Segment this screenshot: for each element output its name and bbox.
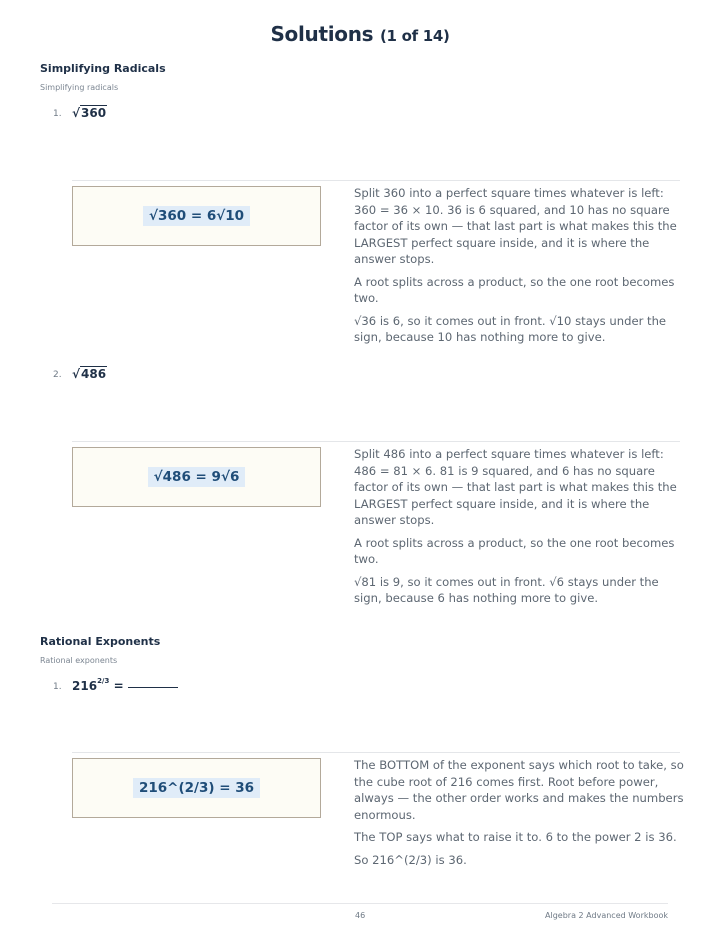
equals-sign: =: [113, 679, 124, 693]
question-number: 1.: [53, 682, 62, 692]
question-number: 2.: [53, 370, 62, 380]
page-title: [0, 22, 720, 46]
radicand: 486: [81, 367, 107, 381]
question-expression: [72, 367, 107, 381]
answer-text: √486 = 9√6: [148, 467, 246, 487]
explanation-paragraph: A root splits across a product, so the one root becomes two.: [354, 535, 675, 566]
explanation-paragraph: The TOP says what to raise it to. 6 to the power 2 is 36.: [354, 830, 677, 844]
radicand: 360: [81, 106, 107, 120]
answer-box: [72, 447, 321, 507]
divider: [72, 441, 680, 442]
answer-text: 216^(2/3) = 36: [133, 778, 260, 798]
explanation-paragraph: √81 is 9, so it comes out in front. √6 stays under the sign, because 6 has nothing more to give.: [354, 574, 659, 605]
answer-text: √360 = 6√10: [143, 206, 250, 226]
book-title: Algebra 2 Advanced Workbook: [545, 911, 668, 920]
explanation-paragraph: Split 486 into a perfect square times whatever is left: 486 = 81 × 6. 81 is 9 squared, and 6 has no square factor of its own — that last part is what makes this the LARGEST perfect square inside, and it is where the answer stops.: [354, 447, 677, 527]
base: 216: [72, 679, 98, 693]
explanation: [354, 185, 684, 352]
answer-box: [72, 758, 321, 818]
question-expression: [72, 106, 107, 120]
answer-blank: [128, 687, 178, 688]
explanation: [354, 757, 684, 874]
explanation: [354, 446, 684, 613]
section-title: Rational Exponents: [40, 635, 161, 648]
explanation-paragraph: √36 is 6, so it comes out in front. √10 stays under the sign, because 10 has nothing more to give.: [354, 313, 667, 344]
explanation-paragraph: So 216^(2/3) is 36.: [354, 852, 467, 867]
explanation-paragraph: Split 360 into a perfect square times whatever is left: 360 = 36 × 10. 36 is 6 squared, and 10 has no square factor of its own — that last part is what makes this the LARGEST perfect square inside, and it is where the answer stops.: [354, 186, 677, 266]
question-expression: [72, 679, 178, 693]
footer-divider: [52, 903, 668, 904]
explanation-paragraph: A root splits across a product, so the one root becomes two.: [354, 274, 675, 305]
section-title: Simplifying Radicals: [40, 62, 166, 75]
section-subtitle: Simplifying radicals: [40, 83, 119, 92]
question-number: 1.: [53, 109, 62, 119]
section-subtitle: Rational exponents: [40, 656, 118, 665]
page-number: 46: [355, 911, 366, 920]
explanation-paragraph: The BOTTOM of the exponent says which root to take, so the cube root of 216 comes first. Root before power, always — the other order works and makes the numbers enormous.: [354, 758, 684, 822]
divider: [72, 180, 680, 181]
radical: √360: [72, 106, 107, 120]
answer-box: [72, 186, 321, 246]
exponent: 2/3: [97, 677, 110, 685]
radical: √486: [72, 367, 107, 381]
divider: [72, 752, 680, 753]
title-count: (1 of 14): [379, 27, 450, 45]
title-text: Solutions: [270, 22, 374, 46]
